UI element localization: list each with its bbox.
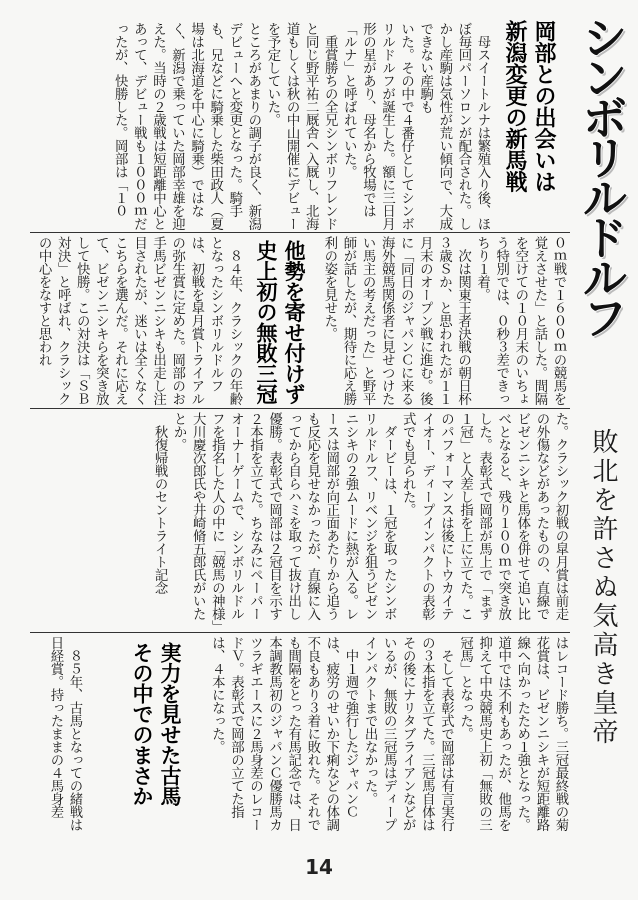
section2-body-final: はレコード勝ち。三冠最終戦の菊花賞は、ビゼンニシキが短距離路線へ向かったため１強となった。道中では不利もあったが、他馬を抑えて中央競馬史上初「無敗の三冠馬」となった。 そして表彰式で岡部は有言実行の３本指を立てた。三冠馬自体はその後にナリタブライアンなどがいるが、無敗の三冠馬はディープインパクトまで出なかった。 中１週で強行したジャパンＣは、疲労のせいか下痢などの体調不良もあり３着に敗れた。それでも間隔をとった有馬記念では、日本調教馬初のジャパンＣ優勝馬カツラギエースに２馬身差のレコードＶ。表彰式で岡部の立てた指は、４本になった。 — [209, 636, 568, 831]
article-tagline: 敗北を許さぬ気高き皇帝 — [588, 428, 618, 747]
divider-2 — [30, 408, 570, 409]
section1-body: 母スイートルナは繁殖入り後、ほぼ毎回パーソロンが配合された。しかし産駒は気性が荒い傾向で、大成できない産駒も いた。その中で４番仔としてシンボリルドルフが誕生した。額に三日月形の星があり、母名から牧場では「ルナ」と呼ばれていた。 重賞勝ちの全兄シンボリフレンドと同じ野平祐二厩舎へ入厩し、北海道もしくは秋の中山開催にデビューを予定していた。 ところがあまりの調子が良く、新潟デビューへと変更となった。騎手も、兄などに騎乗した柴田政人（夏場は北海道を中心に騎乗）ではなく、新潟で乗っていた岡部幸雄を迎えた。当時の２歳戦は短距離中心とあって、デビュー戦も１０００ｍだったが、快勝した。岡部は「１０ — [112, 22, 490, 230]
section3-body: ８５年、古馬となっての緒戦は日経賞。持ったままの４馬身差 — [47, 636, 82, 831]
section2-heading: 他勢を寄せ付けず 史上初の無敗三冠 — [254, 240, 306, 404]
section1-heading: 岡部との出会いは 新潟変更の新馬戦 — [502, 20, 556, 192]
divider-1 — [30, 232, 570, 233]
section2-body-continued: た。クラシック初戦の皐月賞は前走の外傷などがあったものの、直線でビゼンニシキと馬体を併せて追い比べとなると、残り１００ｍで突き放した。表彰式で岡部が馬上で「まず１冠」と人差し指を上に立てた。このパフォーマンスは後にトウカイテイオー、ディープインパクトの表彰式でも見られた。 ダービーは、１冠を取ったシンボリルドルフ、リベンジを狙うビゼンニシキの２強ムードに熱が入る。レースは岡部が向正面あたりから追うも反応を見せなかったが、直線に入ってから自らハミを取って抜け出し優勝。表彰式で岡部は２冠目を示す２本指を立てた。ちなみにペーパーオーナーゲームで、シンボリルドルフを指名した人の中に「競馬の神様」大川慶次郎氏や井崎脩五郎氏がいたとか。 秋復帰戦のセントライト記念 — [152, 412, 568, 627]
section3-heading: 実力を見せた古馬 その中でのまさか — [130, 642, 182, 806]
divider-3 — [30, 632, 570, 633]
page-number: 14 — [305, 855, 333, 879]
section1-body-continued: ０ｍ戦で１６００ｍの競馬を覚えさせた」と話した。間隔を空けての１０月末のいちょう特別では、０秒３差できっちり１着。 次は関東王者決戦の朝日杯３歳Ｓか、と思われたが１１月末のオープン戦に進む。後に「同日のジャパンＣに来る海外競馬関係者に見せつけたい馬主の考えだった」と野平師が話したが、期待に応え勝利の姿を見せた。 — [321, 236, 566, 405]
section2-body: ８４年、クラシックの年齢となったシンボリルドルフは、初戦を皐月賞トライアルの弥生賞に定めた。岡部のお手馬ビゼンニシキも出走し注目されたが、迷いは全くなくこちらを選んだ。それに応えて、ビゼンニシキらを突き放して快勝。この対決は「ＳＢ対決」と呼ばれ、クラシックの中心をなすと思われ — [36, 236, 242, 405]
article-title: シンボリルドルフ — [575, 14, 629, 334]
